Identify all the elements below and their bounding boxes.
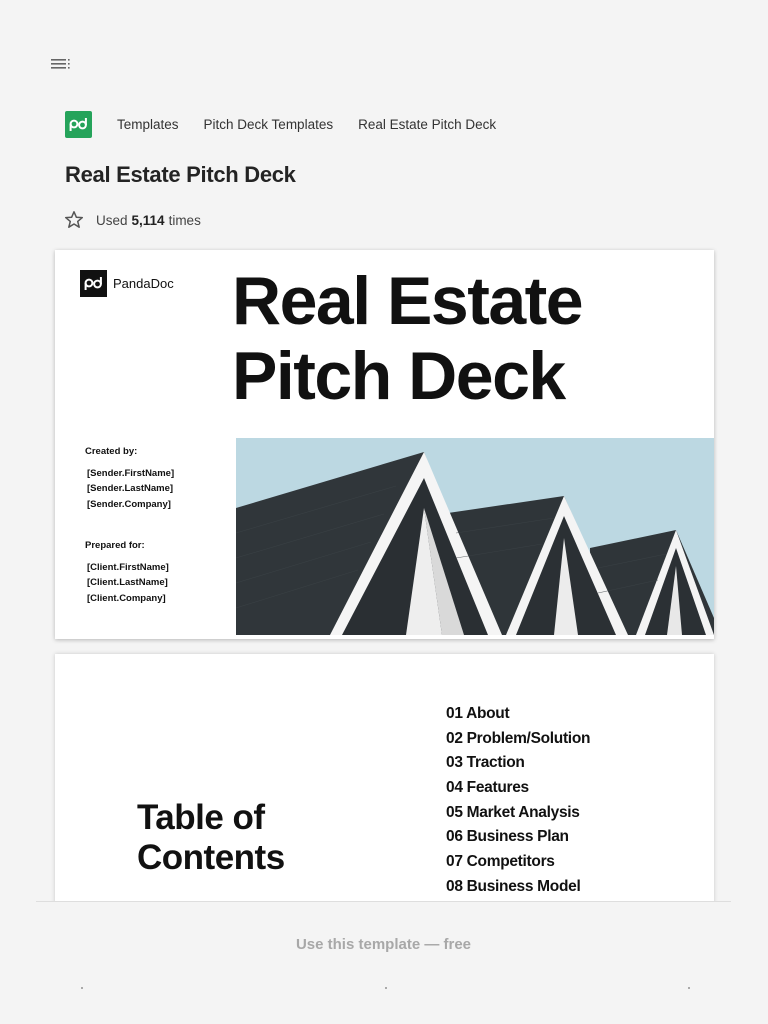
client-first-name: [Client.FirstName] [87, 561, 169, 573]
client-last-name: [Client.LastName] [87, 577, 168, 588]
template-preview-cover-slide [55, 250, 714, 639]
toc-item: 04 Features [446, 779, 529, 797]
toc-item: 02 Problem/Solution [446, 729, 591, 747]
toc-item: 01 About [446, 705, 510, 722]
deck-title-line-1: Real Estate [232, 263, 583, 339]
toc-item: 07 Competitors [446, 853, 555, 871]
usage-suffix: times [168, 212, 201, 228]
breadcrumb [65, 110, 521, 138]
pandadoc-brand [80, 270, 174, 297]
use-template-button[interactable]: Use this template — free [295, 936, 472, 953]
prepared-for-label: Prepared for: [85, 540, 145, 551]
toc-list [446, 702, 590, 900]
deck-title [232, 264, 702, 414]
house-roofs-image [236, 438, 714, 635]
created-by-block [85, 444, 174, 512]
divider-dot [688, 987, 690, 989]
usage-info [64, 210, 201, 230]
toc-title [137, 798, 285, 878]
divider-dot [81, 987, 83, 989]
deck-title-line-2: Pitch Deck [232, 338, 565, 414]
sender-company: [Sender.Company] [87, 498, 171, 510]
sender-last-name: [Sender.LastName] [87, 483, 174, 494]
toc-item: 03 Traction [446, 754, 525, 772]
pandadoc-mark-icon [80, 270, 107, 297]
usage-count: 5,114 [131, 212, 165, 228]
sender-first-name: [Sender.FirstName] [87, 467, 175, 479]
breadcrumb-real-estate-pitch-deck[interactable]: Real Estate Pitch Deck [358, 116, 497, 132]
prepared-for-block [85, 538, 169, 606]
usage-prefix: Used [96, 212, 128, 228]
pandadoc-brand-name: PandaDoc [113, 276, 174, 291]
breadcrumb-templates[interactable]: Templates [117, 116, 179, 132]
bottom-cta-bar [36, 901, 731, 1024]
pandadoc-logo-icon[interactable] [65, 111, 92, 138]
star-icon[interactable] [64, 210, 84, 230]
breadcrumb-pitch-deck-templates[interactable]: Pitch Deck Templates [203, 116, 334, 132]
toc-title-line-2: Contents [137, 838, 285, 877]
divider-dot [385, 987, 387, 989]
toc-item: 06 Business Plan [446, 828, 569, 846]
toc-item: 05 Market Analysis [446, 803, 580, 821]
page-title: Real Estate Pitch Deck [65, 162, 296, 187]
client-company: [Client.Company] [87, 592, 166, 604]
template-preview-toc-slide [55, 654, 714, 914]
hamburger-menu-icon[interactable] [50, 57, 72, 73]
toc-title-line-1: Table of [137, 798, 265, 837]
created-by-label: Created by: [85, 446, 138, 457]
toc-item: 08 Business Model [446, 877, 581, 895]
